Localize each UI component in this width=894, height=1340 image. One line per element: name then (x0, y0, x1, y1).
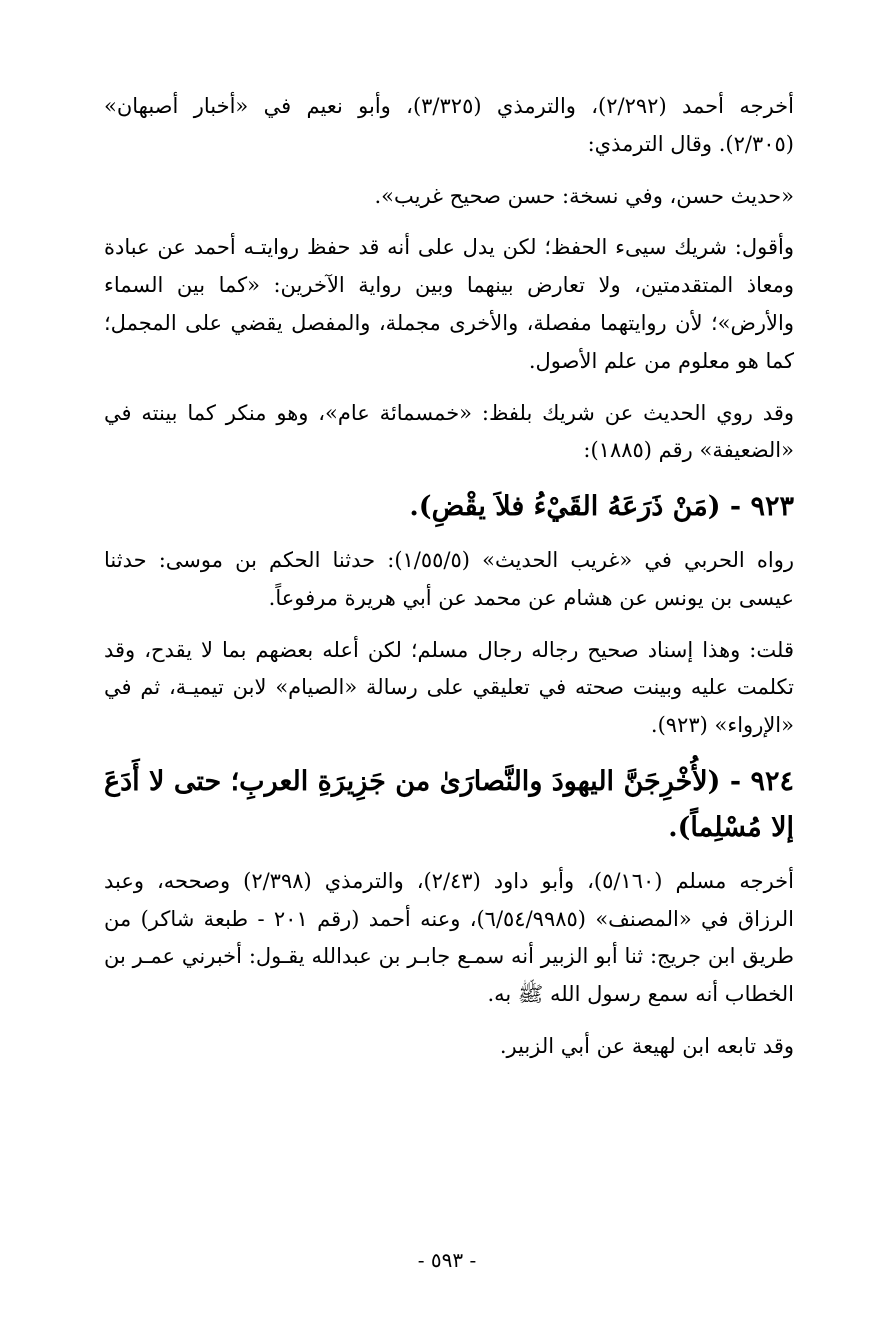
commentary-paragraph: قلت: وهذا إسناد صحيح رجاله رجال مسلم؛ لكن أعله بعضهم بما لا يقدح، وقد تكلمت عليه وبينت صحته في تعليقي على رسالة «الصيام» لابن تيميـة، ثم في «الإرواء» (٩٢٣). (104, 637, 794, 738)
page-body (104, 88, 794, 1080)
hadith-heading-923: ٩٢٣ - (مَنْ ذَرَعَهُ القَيْءُ فلاَ يقْضِ). (409, 491, 794, 523)
commentary-paragraph: وأقول: شريك سيىء الحفظ؛ لكن يدل على أنه قد حفظ روايتـه أحمد عن عبادة ومعاذ المتقدمتين، ولا تعارض بينهما وبين رواية الآخرين: «كما بين السماء والأرض»؛ لأن روايتهما مفصلة، والأخرى مجملة، والمفصل يقضي على المجمل؛ كما هو معلوم من علم الأصول. (104, 235, 794, 373)
takhrij-paragraph: أخرجه أحمد (٢/٢٩٢)، والترمذي (٣/٣٢٥)، وأبو نعيم في «أخبار أصبهان» (٢/٣٠٥). وقال الترمذي: (104, 94, 794, 156)
page-number: - ٥٩٣ - (417, 1248, 477, 1272)
commentary-paragraph: وقد تابعه ابن لهيعة عن أبي الزبير. (499, 1034, 794, 1059)
takhrij-paragraph: أخرجه مسلم (٥/١٦٠)، وأبو داود (٢/٤٣)، والترمذي (٢/٣٩٨) وصححه، وعبد الرزاق في «المصنف» (٦/٥٤/٩٩٨٥)، وعنه أحمد (رقم ٢٠١ - طبعة شاكر) من طريق ابن جريج: ثنا أبو الزبير أنه سمـع جابـر بن عبدالله يقـول: أخبرني عمـر بن الخطاب أنه سمع رسول الله ﷺ به. (104, 868, 794, 1007)
hadith-heading-924: ٩٢٤ - (لأُخْرِجَنَّ اليهودَ والنَّصارَىٰ من جَزِيرَةِ العربِ؛ حتى لا أَدَعَ إلا مُسْلِماً). (104, 766, 794, 843)
tirmidhi-quote: «حديث حسن، وفي نسخة: حسن صحيح غريب». (374, 183, 794, 208)
takhrij-paragraph: رواه الحربي في «غريب الحديث» (١/٥٥/٥): حدثنا الحكم بن موسى: حدثنا عيسى بن يونس عن هشام عن محمد عن أبي هريرة مرفوعاً. (104, 548, 794, 610)
commentary-paragraph: وقد روي الحديث عن شريك بلفظ: «خمسمائة عام»، وهو منكر كما بينته في «الضعيفة» رقم (١٨٨٥): (104, 400, 794, 463)
